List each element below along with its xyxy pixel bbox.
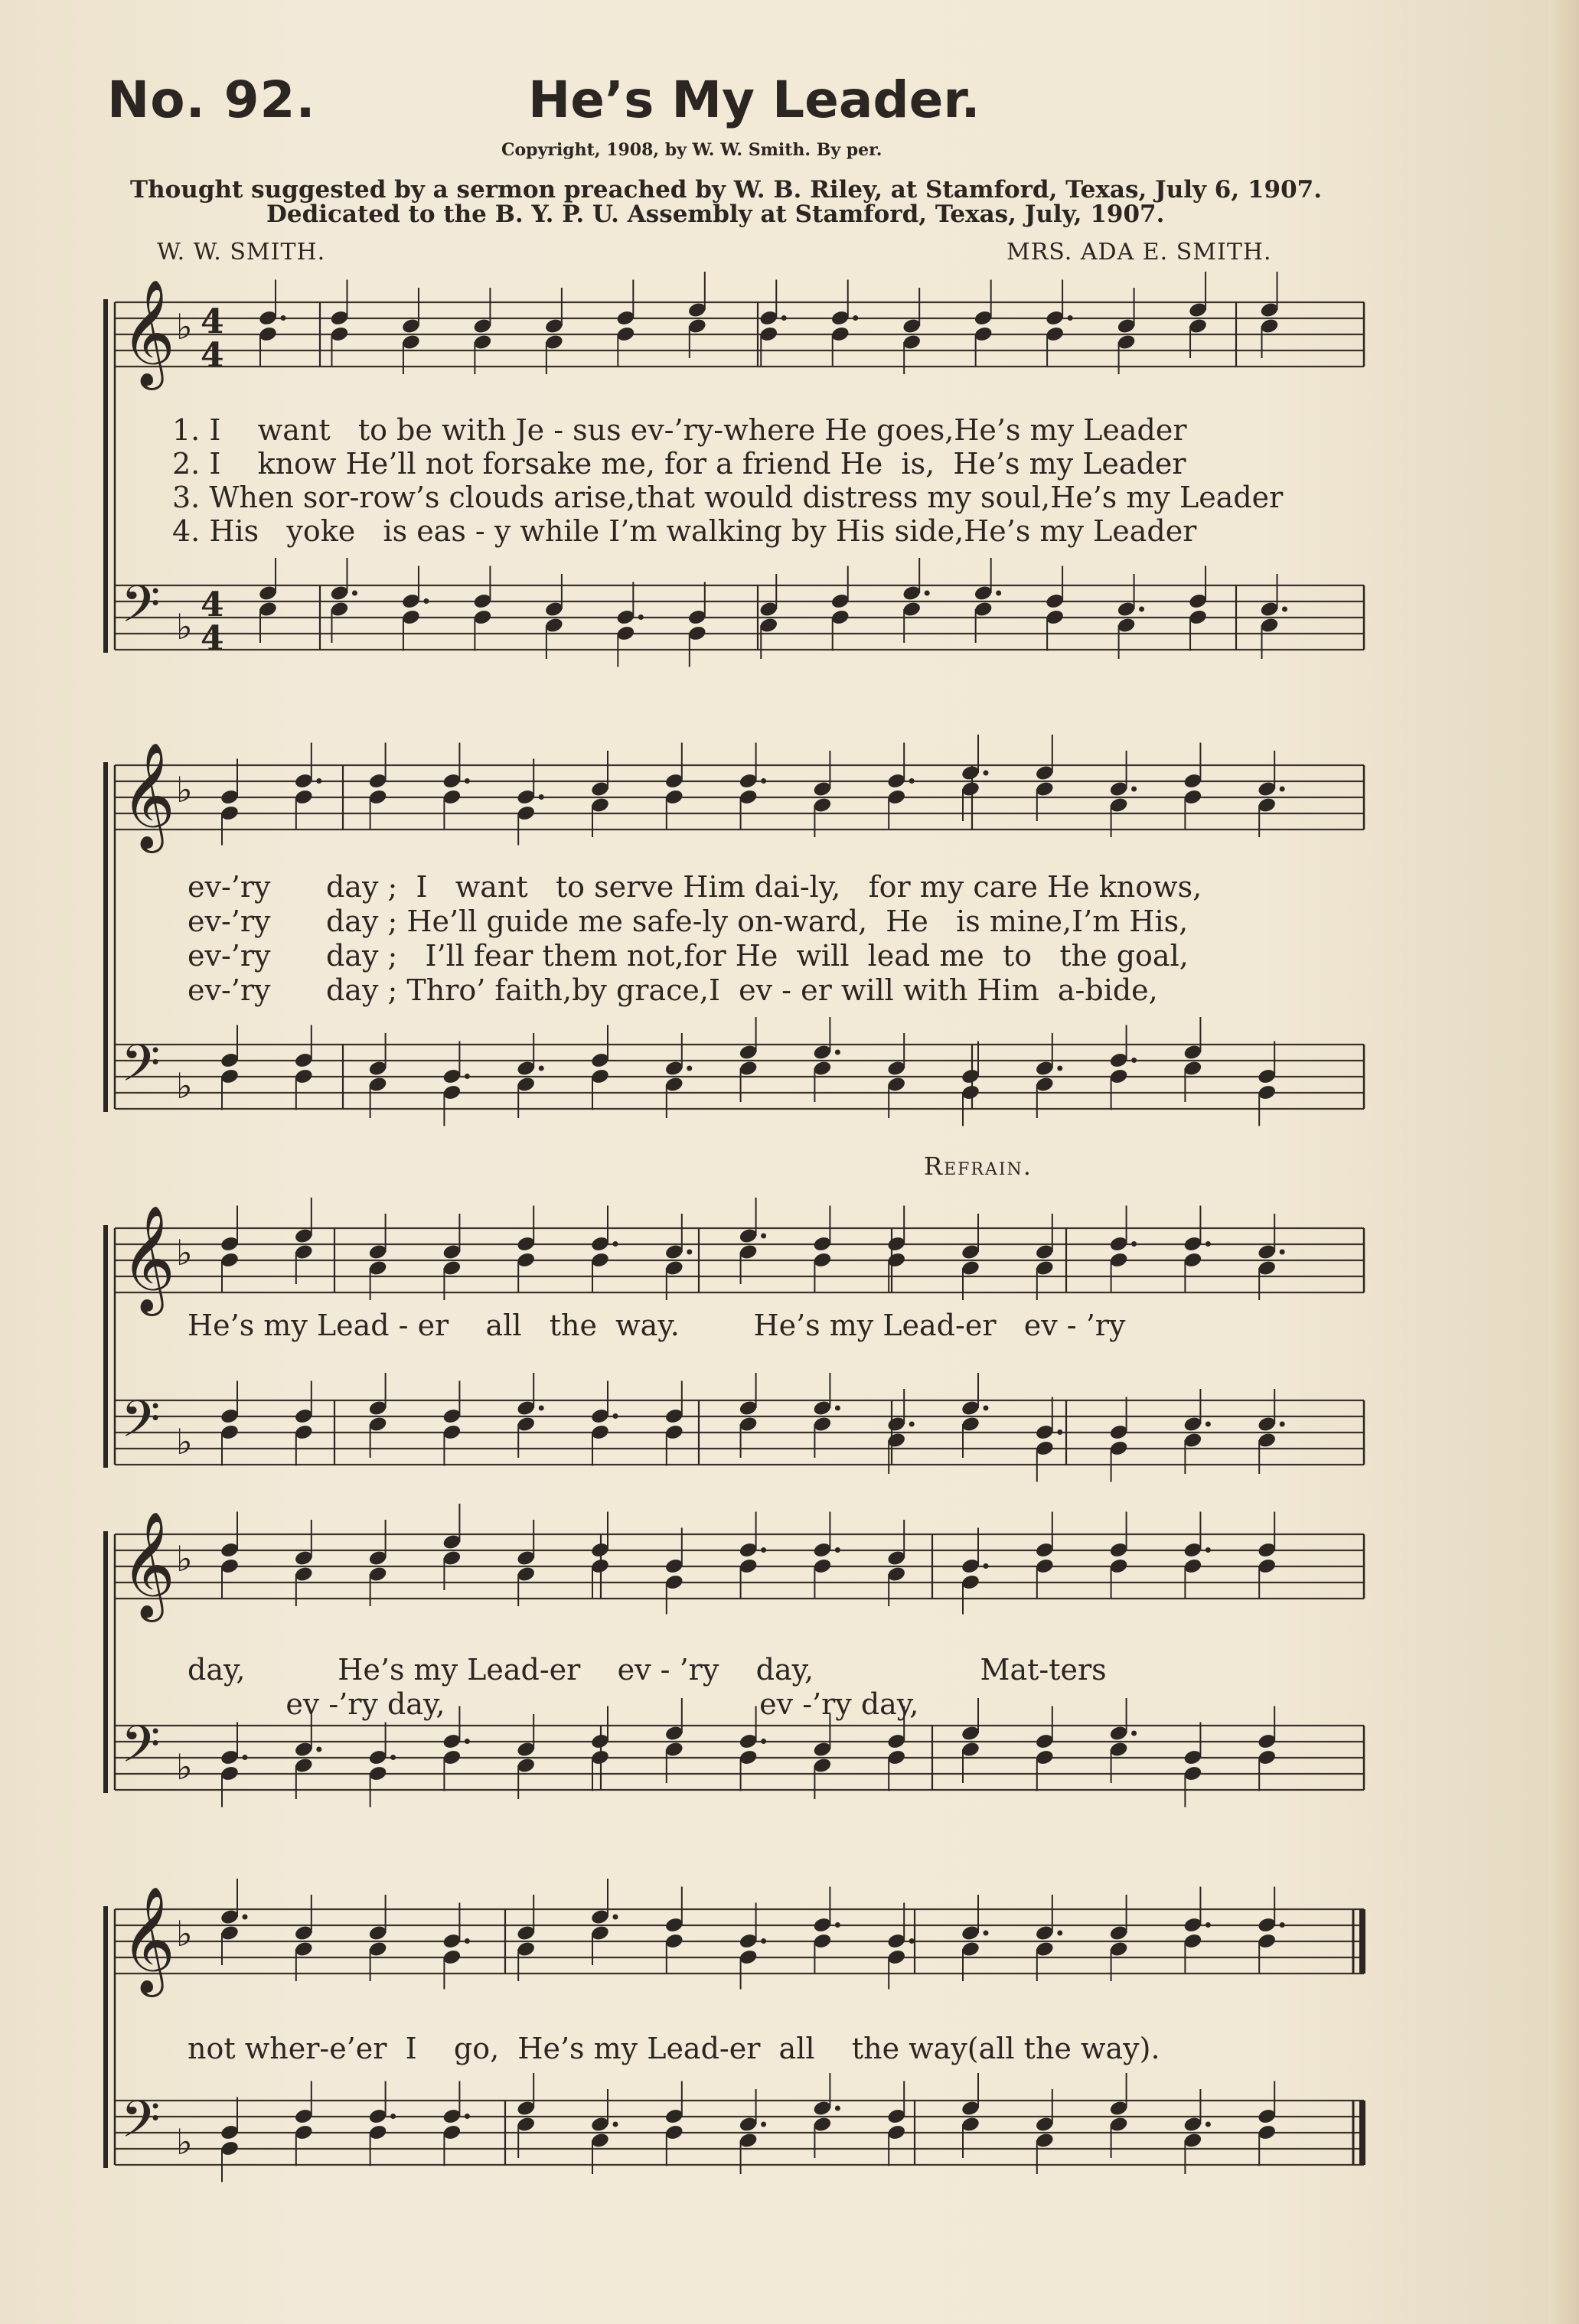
lyric-line: ev-’ry day ; Thro’ faith,by grace,I ev - er will with Him a-bide, — [188, 973, 1158, 1007]
system-1-treble-clef: 𝄞 — [121, 279, 175, 386]
dot — [1131, 1241, 1137, 1247]
system-2-treble-clef: 𝄞 — [121, 742, 175, 849]
system-1-treble-flat: ♭ — [176, 306, 193, 347]
system-3-treble-clef: 𝄞 — [121, 1205, 175, 1312]
time-signature-treble-top: 4 — [201, 302, 224, 341]
dot — [984, 1563, 989, 1569]
system-5-treble-clef: 𝄞 — [121, 1886, 175, 1993]
lyric-line: ev-’ry day ; He’ll guide me safe-ly on-ward, He is mine,I’m His, — [188, 905, 1189, 938]
dot — [316, 1747, 321, 1752]
system-5-bass-flat: ♭ — [176, 2121, 193, 2163]
dot — [835, 1406, 840, 1411]
dot — [1131, 1058, 1137, 1063]
lyric-line: 2. I know He’ll not forsake me, for a friend He is, He’s my Leader — [172, 447, 1186, 481]
dot — [687, 1250, 692, 1255]
dot — [835, 1547, 840, 1553]
system-4-treble-flat: ♭ — [176, 1538, 193, 1579]
system-3-bass-flat: ♭ — [176, 1421, 193, 1462]
dot — [1131, 787, 1137, 792]
dot — [281, 315, 286, 321]
dot — [465, 2114, 470, 2119]
system-4-bass-clef: 𝄢 — [121, 1715, 161, 1786]
dot — [761, 1547, 766, 1553]
dot — [465, 778, 470, 784]
dot — [243, 1915, 248, 1920]
dot — [1205, 1922, 1211, 1928]
lyric-line: 1. I want to be with Je - sus ev-’ry-where He goes,He’s my Leader — [172, 413, 1187, 447]
dot — [1057, 1429, 1062, 1435]
lyric-line: ev -’ry day, ev -’ry day, — [249, 1687, 919, 1721]
dot — [761, 1938, 766, 1944]
lyric-line: ev-’ry day ; I’ll fear them not,for He will lead me to the goal, — [188, 939, 1189, 973]
system-5-treble-flat: ♭ — [176, 1913, 193, 1954]
dot — [1068, 315, 1073, 321]
dot — [613, 2122, 618, 2127]
dot — [613, 1915, 618, 1920]
author-credit: MRS. ADA E. SMITH. — [1006, 239, 1272, 266]
lyric-line: ev-’ry day ; I want to serve Him dai-ly, for my care He knows, — [188, 870, 1202, 904]
dot — [761, 778, 766, 784]
dot — [539, 794, 544, 800]
hymn-title: He’s My Leader. — [528, 70, 980, 129]
dot — [984, 1406, 989, 1411]
copyright-line: Copyright, 1908, by W. W. Smith. By per. — [501, 140, 882, 160]
dot — [984, 1931, 989, 1936]
dot — [539, 1066, 544, 1071]
dot — [465, 1739, 470, 1744]
dot — [1205, 1422, 1211, 1427]
system-4-bass-flat: ♭ — [176, 1746, 193, 1788]
dot — [1280, 1250, 1285, 1255]
dot — [835, 2106, 840, 2111]
dot — [1057, 1066, 1062, 1071]
dot — [761, 2122, 766, 2127]
dedication-note-2: Dedicated to the B. Y. P. U. Assembly at Stamford, Texas, July, 1907. — [266, 200, 1165, 228]
dot — [465, 1074, 470, 1079]
dot — [1131, 1731, 1137, 1736]
dot — [925, 591, 930, 596]
dot — [613, 1413, 618, 1419]
system-2-treble-flat: ♭ — [176, 769, 193, 810]
dot — [761, 1234, 766, 1239]
refrain-label: Refrain. — [924, 1152, 1033, 1181]
dot — [1280, 1422, 1285, 1427]
dot — [1282, 607, 1287, 612]
lyric-line: day, He’s my Lead-er ev - ’ry day, Mat-ters — [188, 1653, 1107, 1687]
time-signature-bass-bottom: 4 — [201, 619, 224, 658]
dot — [638, 614, 644, 620]
final-thick-barline-bass — [1359, 2101, 1365, 2165]
system-2-bass-clef: 𝄢 — [121, 1034, 161, 1105]
dot — [465, 1938, 470, 1944]
dot — [352, 591, 357, 596]
dot — [835, 1050, 840, 1055]
time-signature-treble-bottom: 4 — [201, 336, 224, 375]
lyric-line: not wher-e’er I go, He’s my Lead-er all the way(all the way). — [188, 2032, 1160, 2065]
system-2-bass-flat: ♭ — [176, 1065, 193, 1107]
lyric-line: 4. His yoke is eas - y while I’m walking by His side,He’s my Leader — [172, 514, 1197, 548]
dot — [996, 591, 1001, 596]
dot — [1205, 1547, 1211, 1553]
dot — [1057, 1931, 1062, 1936]
dot — [1280, 1922, 1285, 1928]
hymn-number: No. 92. — [107, 70, 316, 129]
dot — [316, 778, 321, 784]
dot — [1139, 607, 1144, 612]
dot — [539, 1406, 544, 1411]
dot — [243, 1755, 248, 1760]
dot — [781, 315, 787, 321]
dot — [687, 1066, 692, 1071]
composer-credit: W. W. SMITH. — [157, 239, 326, 266]
dot — [1205, 2122, 1211, 2127]
system-3-bass-clef: 𝄢 — [121, 1390, 161, 1461]
final-thick-barline-treble — [1359, 1909, 1365, 1974]
dot — [853, 315, 858, 321]
dot — [909, 778, 915, 784]
lyric-line: He’s my Lead - er all the way. He’s my Lead-er ev - ’ry — [188, 1309, 1126, 1342]
dedication-note-1: Thought suggested by a sermon preached by W. B. Riley, at Stamford, Texas, July 6, 1907. — [130, 176, 1323, 204]
system-5-bass-clef: 𝄢 — [121, 2090, 161, 2161]
dot — [909, 1938, 915, 1944]
dot — [835, 1922, 840, 1928]
system-1-bass-clef: 𝄢 — [121, 575, 161, 646]
dot — [613, 1241, 618, 1247]
system-1-bass-flat: ♭ — [176, 606, 193, 647]
dot — [909, 1422, 915, 1427]
dot — [390, 1755, 396, 1760]
dot — [390, 2114, 396, 2119]
system-3-treble-flat: ♭ — [176, 1232, 193, 1273]
dot — [984, 771, 989, 776]
system-4-treble-clef: 𝄞 — [121, 1511, 175, 1618]
time-signature-bass-top: 4 — [201, 585, 224, 624]
dot — [1280, 787, 1285, 792]
lyric-line: 3. When sor-row’s clouds arise,that would distress my soul,He’s my Leader — [172, 481, 1284, 514]
dot — [761, 1739, 766, 1744]
dot — [1205, 1241, 1211, 1247]
dot — [423, 598, 429, 604]
